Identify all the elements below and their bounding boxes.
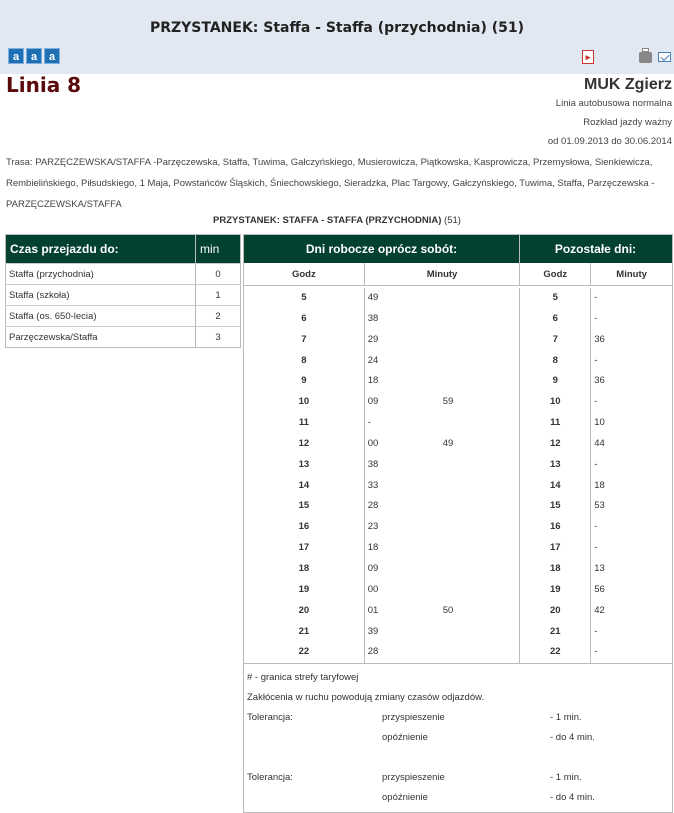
schedule-row	[244, 434, 672, 455]
weekday-header: Dni robocze oprócz sobót:	[244, 235, 520, 263]
other-minute[interactable]: -	[594, 542, 598, 554]
other-hour: 18	[520, 559, 591, 580]
schedule-row	[244, 496, 672, 517]
weekday-hour-label: Godz	[244, 263, 365, 285]
weekday-hour: 18	[244, 559, 365, 580]
weekday-hour: 15	[244, 496, 365, 517]
schedule-table	[243, 234, 673, 813]
weekday-minute[interactable]: 29	[367, 333, 379, 345]
weekday-minutes	[365, 288, 521, 309]
other-minute[interactable]: -	[594, 646, 598, 658]
weekday-hour: 14	[244, 476, 365, 497]
other-minute[interactable]: -	[594, 292, 598, 303]
other-hour: 17	[520, 538, 591, 559]
weekday-minutes	[365, 309, 521, 330]
tolerance-type: opóźnienie	[382, 792, 428, 804]
other-minutes	[591, 580, 672, 601]
schedule-row	[244, 476, 672, 497]
other-minute[interactable]: 42	[594, 604, 605, 616]
weekday-minute[interactable]: 09	[367, 562, 379, 574]
other-hour: 14	[520, 476, 591, 497]
other-minute[interactable]: 44	[594, 437, 605, 449]
tolerance-value: - do 4 min.	[550, 732, 595, 744]
schedule-row	[244, 517, 672, 538]
other-hour: 11	[520, 413, 591, 434]
schedule-row	[244, 580, 672, 601]
other-minute[interactable]: -	[594, 625, 598, 637]
zone-note: # - granica strefy taryfowej	[247, 672, 359, 684]
weekday-minute[interactable]: -	[367, 417, 371, 429]
schedule-row	[244, 351, 672, 372]
weekday-minute[interactable]: 18	[367, 542, 379, 554]
other-minutes	[591, 538, 672, 559]
weekday-minute[interactable]: 38	[367, 458, 379, 470]
weekday-minute[interactable]: 00	[367, 583, 379, 595]
weekday-minutes	[365, 330, 521, 351]
schedule-row	[244, 330, 672, 351]
valid-label: Rozkład jazdy ważny	[583, 117, 672, 128]
weekday-minutes	[365, 496, 521, 517]
other-hour: 16	[520, 517, 591, 538]
weekday-hour: 12	[244, 434, 365, 455]
tolerance-value: - 1 min.	[550, 772, 582, 784]
other-minutes	[591, 351, 672, 372]
weekday-minute[interactable]: 50	[442, 604, 454, 616]
weekday-hour: 22	[244, 642, 365, 663]
line-type: Linia autobusowa normalna	[555, 98, 672, 109]
other-hour: 19	[520, 580, 591, 601]
weekday-minutes	[365, 351, 521, 372]
other-minutes	[591, 309, 672, 330]
weekday-hour: 9	[244, 371, 365, 392]
weekday-hour: 21	[244, 622, 365, 643]
other-minute[interactable]: 18	[594, 479, 605, 491]
schedule-row	[244, 288, 672, 309]
other-minute[interactable]: -	[594, 312, 598, 324]
weekday-minute[interactable]: 24	[367, 354, 379, 366]
other-hour: 6	[520, 309, 591, 330]
schedule-row	[244, 559, 672, 580]
table-row	[6, 327, 241, 348]
travel-minutes: 1	[196, 285, 241, 306]
other-minutes	[591, 413, 672, 434]
other-minutes	[591, 434, 672, 455]
other-minutes	[591, 622, 672, 643]
weekday-hour: 17	[244, 538, 365, 559]
weekday-hour: 20	[244, 601, 365, 622]
travel-times-header: Czas przejazdu do:	[6, 235, 196, 264]
weekday-hour: 5	[244, 288, 365, 309]
weekday-minute[interactable]: 39	[367, 625, 379, 637]
tolerance-type: opóźnienie	[382, 732, 428, 744]
other-minutes-label: Minuty	[616, 268, 647, 280]
weekday-minutes	[365, 580, 521, 601]
other-minutes	[591, 455, 672, 476]
tolerance-value: - do 4 min.	[550, 792, 595, 804]
other-minute[interactable]: -	[594, 354, 598, 366]
schedule-rows	[244, 286, 672, 663]
other-minute[interactable]: 36	[594, 333, 605, 345]
other-minutes	[591, 601, 672, 622]
travel-stop-name[interactable]: Staffa (os. 650-lecia)	[6, 306, 196, 327]
weekday-hour: 19	[244, 580, 365, 601]
weekday-minute[interactable]: 49	[367, 292, 379, 303]
valid-period: od 01.09.2013 do 30.06.2014	[547, 136, 672, 147]
weekday-minutes	[365, 455, 521, 476]
top-bar	[0, 0, 674, 74]
stop-caption-number: (51)	[444, 215, 461, 226]
tolerance-row	[247, 728, 669, 748]
tolerance-type: przyspieszenie	[382, 772, 445, 784]
other-hour: 20	[520, 601, 591, 622]
weekday-minute[interactable]: 01	[367, 604, 379, 616]
other-minutes	[591, 517, 672, 538]
travel-minutes: 3	[196, 327, 241, 348]
weekday-minute[interactable]: 23	[367, 521, 379, 533]
travel-times-unit: min	[196, 235, 241, 264]
font-medium-button[interactable]: a	[26, 48, 42, 64]
schedule-notes	[244, 663, 672, 812]
other-minute[interactable]: -	[594, 396, 598, 408]
weekday-minute[interactable]: 38	[367, 312, 379, 324]
other-hour: 10	[520, 392, 591, 413]
other-minutes	[591, 476, 672, 497]
route-description: Trasa: PARZĘCZEWSKA/STAFFA -Parzęczewska, Staffa, Tuwima, Gałczyńskiego, Musierowicza, Piątkowska, Kasprowicza, Przemysłowa, Sienkiewicza, Rembielińskiego, Piłsudskiego, 1 Maja, Powstańców Śląskich, Śniechowskiego, Sieradzka, Plac Targowy, Gałczyńskiego, Tuwima, Staffa, Parzęczewska - PARZĘCZEWSKA/STAFFA	[6, 157, 655, 210]
schedule-row	[244, 538, 672, 559]
weekday-hour: 10	[244, 392, 365, 413]
weekday-minute[interactable]: 49	[442, 437, 454, 449]
weekday-minute[interactable]: 28	[367, 500, 379, 512]
schedule-row	[244, 371, 672, 392]
operator-name: MUK Zgierz	[584, 76, 672, 93]
weekday-minute[interactable]: 33	[367, 479, 379, 491]
weekday-minute[interactable]: 00	[367, 437, 379, 449]
other-minute[interactable]: 53	[594, 500, 605, 512]
weekday-minutes	[365, 434, 521, 455]
pdf-icon[interactable]: ▸	[582, 50, 594, 64]
other-hour: 9	[520, 371, 591, 392]
weekday-hour: 7	[244, 330, 365, 351]
schedule-row	[244, 642, 672, 663]
tolerance-type: przyspieszenie	[382, 712, 445, 724]
other-hour: 5	[520, 288, 591, 309]
weekday-minute[interactable]: 59	[442, 396, 454, 408]
delay-note: Zakłócenia w ruchu powodują zmiany czasów odjazdów.	[247, 692, 485, 704]
other-minute[interactable]: 36	[594, 375, 605, 387]
other-days-header: Pozostałe dni:	[554, 242, 637, 256]
other-minute[interactable]: 10	[594, 417, 605, 429]
weekday-minutes	[365, 601, 521, 622]
tolerance-label: Tolerancja:	[247, 772, 293, 784]
travel-stop-name[interactable]: Staffa (przychodnia)	[6, 264, 196, 285]
font-large-button[interactable]: a	[44, 48, 60, 64]
font-small-button[interactable]: a	[8, 48, 24, 64]
other-minutes	[591, 642, 672, 663]
font-size-controls	[8, 48, 60, 64]
other-hour: 8	[520, 351, 591, 372]
weekday-minutes	[365, 622, 521, 643]
weekday-minutes	[365, 413, 521, 434]
other-minutes	[591, 371, 672, 392]
other-hour: 15	[520, 496, 591, 517]
other-hour: 7	[520, 330, 591, 351]
travel-times-table	[5, 234, 241, 348]
other-hour-label: Godz	[520, 263, 591, 285]
tolerance-label: Tolerancja:	[247, 712, 293, 724]
other-minutes	[591, 330, 672, 351]
tolerance-value: - 1 min.	[550, 712, 582, 724]
weekday-hour: 6	[244, 309, 365, 330]
other-hour: 21	[520, 622, 591, 643]
line-title: Linia 8	[6, 73, 82, 97]
weekday-minutes-label: Minuty	[365, 263, 521, 285]
schedule-row	[244, 622, 672, 643]
weekday-minutes	[365, 392, 521, 413]
schedule-row	[244, 455, 672, 476]
other-minutes	[591, 392, 672, 413]
other-minute[interactable]: 56	[594, 583, 605, 595]
weekday-minute[interactable]: 09	[367, 396, 379, 408]
weekday-hour: 16	[244, 517, 365, 538]
stop-caption-name: PRZYSTANEK: STAFFA - STAFFA (PRZYCHODNIA)	[213, 215, 442, 226]
other-minutes	[591, 559, 672, 580]
other-minutes	[591, 496, 672, 517]
weekday-minutes	[365, 642, 521, 663]
other-hour: 13	[520, 455, 591, 476]
weekday-minute[interactable]: 28	[367, 646, 379, 658]
other-minutes	[591, 288, 672, 309]
other-hour: 12	[520, 434, 591, 455]
tolerance-row	[247, 708, 669, 728]
travel-minutes: 2	[196, 306, 241, 327]
print-icon[interactable]	[639, 52, 652, 63]
travel-minutes: 0	[196, 264, 241, 285]
schedule-row	[244, 309, 672, 330]
schedule-row	[244, 601, 672, 622]
weekday-hour: 11	[244, 413, 365, 434]
schedule-row	[244, 413, 672, 434]
weekday-hour: 13	[244, 455, 365, 476]
table-row	[6, 285, 241, 306]
tolerance-row	[247, 788, 669, 808]
travel-stop-name[interactable]: Parzęczewska/Staffa	[6, 327, 196, 348]
tolerance-row	[247, 768, 669, 788]
table-row	[6, 306, 241, 327]
weekday-minutes	[365, 559, 521, 580]
travel-stop-name[interactable]: Staffa (szkoła)	[6, 285, 196, 306]
schedule-row	[244, 392, 672, 413]
other-minute[interactable]: -	[594, 521, 598, 533]
table-row	[6, 264, 241, 285]
page-title: PRZYSTANEK: Staffa - Staffa (przychodnia) (51)	[149, 20, 525, 36]
other-minute[interactable]: 13	[594, 562, 605, 574]
weekday-minutes	[365, 538, 521, 559]
weekday-hour: 8	[244, 351, 365, 372]
mail-icon[interactable]	[658, 52, 671, 62]
weekday-minutes	[365, 476, 521, 497]
other-hour: 22	[520, 642, 591, 663]
other-minute[interactable]: -	[594, 458, 598, 470]
weekday-minute[interactable]: 18	[367, 375, 379, 387]
stop-caption	[0, 215, 674, 226]
weekday-minutes	[365, 371, 521, 392]
weekday-minutes	[365, 517, 521, 538]
